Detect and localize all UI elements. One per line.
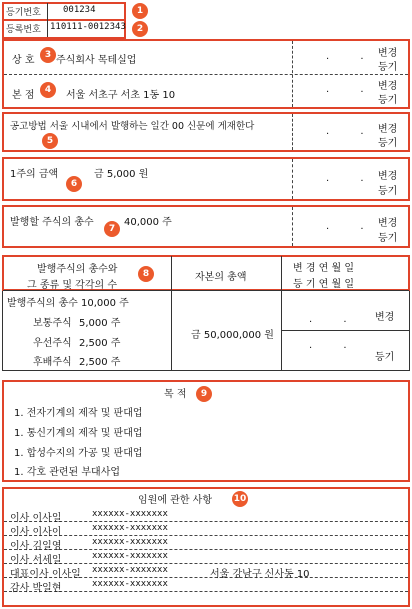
officer-3-role: 이사 서세일 bbox=[10, 555, 62, 566]
share-amount-change: 변경 bbox=[378, 171, 398, 182]
share-amount-value: 금 5,000 원 bbox=[94, 169, 149, 180]
officer-4-id: xxxxxx-xxxxxxx bbox=[92, 565, 168, 575]
capital-total: 발행주식의 총수 10,000 주 bbox=[7, 298, 129, 309]
total-shares-register: 등기 bbox=[378, 233, 398, 244]
capital-register: 등기 bbox=[375, 352, 395, 363]
capital-head-mid: 자본의 총액 bbox=[195, 272, 247, 283]
id-no-value: 110111-0012343 bbox=[50, 22, 126, 32]
total-shares-label: 발행할 주식의 총수 bbox=[10, 217, 94, 228]
total-shares-section: 발행할 주식의 총수 40,000 주 . . 변경 등기 bbox=[2, 205, 410, 248]
officer-0-role: 이사 이사일 bbox=[10, 513, 62, 524]
head-office-change: 변경 bbox=[378, 81, 398, 92]
capital-item-2-qty: 2,500 주 bbox=[79, 357, 121, 368]
notice-change: 변경 bbox=[378, 124, 398, 135]
capital-head-right-1: 변 경 연 월 일 bbox=[293, 263, 355, 274]
total-shares-change: 변경 bbox=[378, 218, 398, 229]
badge-3: 3 bbox=[40, 47, 56, 63]
badge-10: 10 bbox=[232, 491, 248, 507]
officer-3-id: xxxxxx-xxxxxxx bbox=[92, 551, 168, 561]
capital-amount: 금 50,000,000 원 bbox=[191, 330, 274, 341]
trade-name-register: 등기 bbox=[378, 62, 398, 73]
share-amount-section: 1주의 금액 금 5,000 원 . . 변경 등기 bbox=[2, 157, 410, 201]
capital-item-0-name: 보통주식 bbox=[33, 318, 72, 329]
capital-head-right-2: 등 기 연 월 일 bbox=[293, 279, 355, 290]
total-shares-value: 40,000 주 bbox=[124, 217, 172, 228]
officer-0-id: xxxxxx-xxxxxxx bbox=[92, 509, 168, 519]
trade-name-change: 변경 bbox=[378, 48, 398, 59]
officer-4-role: 대표이사 이사일 bbox=[10, 569, 81, 580]
officer-4-address: 서울 강남구 신사동 10 bbox=[210, 569, 310, 580]
officer-1-id: xxxxxx-xxxxxxx bbox=[92, 523, 168, 533]
trade-name-value: 주식회사 목테실업 bbox=[56, 55, 137, 66]
badge-2: 2 bbox=[132, 21, 148, 37]
head-office-value: 서울 서초구 서초 1동 10 bbox=[66, 90, 176, 101]
id-no-label: 등록번호 bbox=[6, 25, 41, 35]
purpose-item-0: 1. 전자기계의 제작 및 판대업 bbox=[14, 408, 143, 419]
capital-item-1-name: 우선주식 bbox=[33, 338, 72, 349]
purpose-item-3: 1. 각호 관련된 부대사업 bbox=[14, 467, 121, 478]
trade-name-label: 상 호 bbox=[12, 55, 35, 66]
badge-9: 9 bbox=[196, 386, 212, 402]
purpose-title: 목 적 bbox=[164, 389, 187, 400]
notice-register: 등기 bbox=[378, 138, 398, 149]
share-amount-register: 등기 bbox=[378, 186, 398, 197]
registration-header bbox=[2, 2, 126, 38]
head-office-label: 본 점 bbox=[12, 90, 35, 101]
capital-head-left-1: 발행주식의 총수와 bbox=[37, 264, 118, 275]
capital-item-2-name: 후배주식 bbox=[33, 357, 72, 368]
purpose-item-1: 1. 통신기계의 제작 및 판대업 bbox=[14, 428, 143, 439]
officers-title: 임원에 관한 사항 bbox=[138, 495, 212, 506]
capital-item-1-qty: 2,500 주 bbox=[79, 338, 121, 349]
officer-2-id: xxxxxx-xxxxxxx bbox=[92, 537, 168, 547]
name-office-section: 상 호 주식회사 목테실업 . . 변경 등기 본 점 서울 서초구 서초 1동 10 . . 변경 등기 bbox=[2, 39, 410, 109]
badge-4: 4 bbox=[40, 82, 56, 98]
capital-head-left-2: 그 종류 및 각각의 수 bbox=[27, 280, 117, 291]
head-office-register: 등기 bbox=[378, 95, 398, 106]
purpose-item-2: 1. 합성수지의 가공 및 판대업 bbox=[14, 448, 143, 459]
badge-8: 8 bbox=[138, 266, 154, 282]
notice-section: 공고방법 서울 시내에서 발행하는 일간 00 신문에 게재한다 . . 변경 등기 bbox=[2, 112, 410, 152]
badge-7: 7 bbox=[104, 221, 120, 237]
badge-5: 5 bbox=[42, 133, 58, 149]
notice-text: 공고방법 서울 시내에서 발행하는 일간 00 신문에 게재한다 bbox=[10, 121, 255, 132]
officer-1-role: 이사 이사이 bbox=[10, 527, 62, 538]
badge-1: 1 bbox=[132, 3, 148, 19]
capital-change: 변경 bbox=[375, 312, 395, 323]
officer-5-id: xxxxxx-xxxxxxx bbox=[92, 579, 168, 589]
capital-table: 발행주식의 총수와 그 종류 및 각각의 수 자본의 총액 변 경 연 월 일 등 기 연 월 일 발행주식의 총수 10,000 주 보통주식 5,000 주 우선주식 2,500 주 후배주식 2,500 주 금 50,000,000 원 . . 변경 . . 등기 bbox=[2, 255, 410, 371]
officers-section bbox=[2, 487, 410, 607]
share-amount-label: 1주의 금액 bbox=[10, 169, 59, 180]
officer-5-role: 감사 박일현 bbox=[10, 583, 62, 594]
reg-no-value: 001234 bbox=[63, 5, 96, 15]
badge-6: 6 bbox=[66, 176, 82, 192]
officer-2-role: 이사 김일영 bbox=[10, 541, 62, 552]
capital-item-0-qty: 5,000 주 bbox=[79, 318, 121, 329]
reg-no-label: 등기번호 bbox=[6, 8, 41, 18]
